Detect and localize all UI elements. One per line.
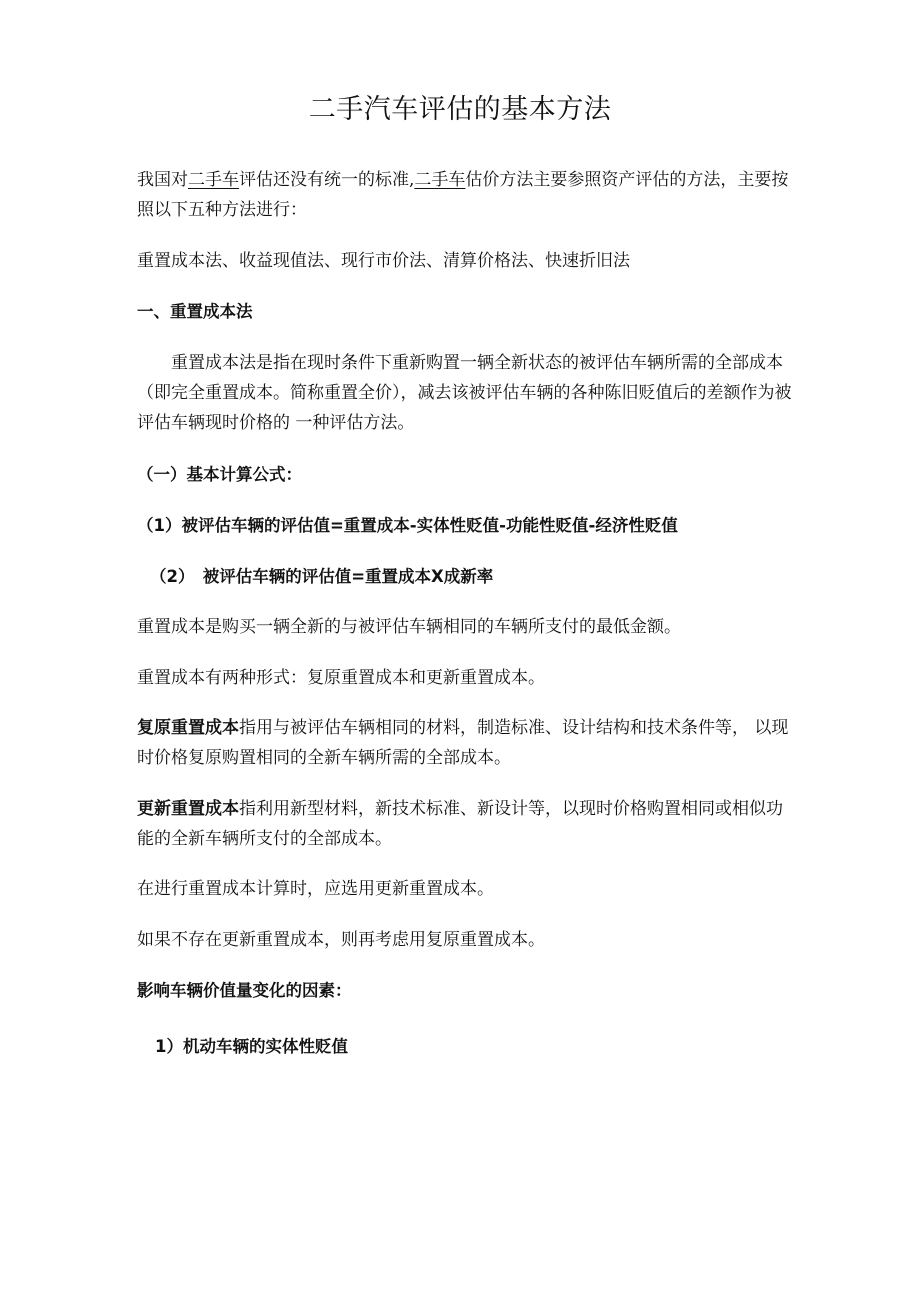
paragraph-choose: 在进行重置成本计算时，应选用更新重置成本。 — [137, 879, 494, 899]
paragraph-update-cost — [137, 794, 797, 854]
paragraph-forms: 重置成本有两种形式：复原重置成本和更新重置成本。 — [137, 668, 545, 688]
section1-heading: 一、重置成本法 — [137, 302, 253, 321]
methods-list: 重置成本法、收益现值法、现行市价法、清算价格法、快速折旧法 — [137, 251, 630, 271]
factor-1: 1）机动车辆的实体性贬值 — [155, 1037, 348, 1056]
paragraph-definition: 重置成本是购买一辆全新的与被评估车辆相同的车辆所支付的最低金额。 — [137, 617, 681, 637]
formula-2: （2） 被评估车辆的评估值=重置成本X成新率 — [150, 567, 494, 586]
intro-text-3: 估价方法主要参照资产评估的方法，主要按照以下五种方法进行： — [137, 170, 789, 220]
intro-text-2: 评估还没有统一的标准, — [239, 170, 415, 190]
restore-cost-term: 复原重置成本 — [137, 718, 239, 738]
used-car-link-1[interactable]: 二手车 — [188, 170, 239, 190]
intro-text-1: 我国对 — [137, 170, 188, 190]
update-cost-term: 更新重置成本 — [137, 799, 239, 819]
update-cost-text: 指利用新型材料，新技术标准、新设计等，以现时价格购置相同或相似功能的全新车辆所支付的全部成本。 — [137, 799, 783, 849]
formula-1: （1）被评估车辆的评估值=重置成本-实体性贬值-功能性贬值-经济性贬值 — [137, 516, 678, 535]
section1-body: 重置成本法是指在现时条件下重新购置一辆全新状态的被评估车辆所需的全部成本（即完全重置成本。简称重置全价），减去该被评估车辆的各种陈旧贬值后的差额作为被评估车辆现时价格的 一种评估方法。 — [137, 353, 792, 433]
factors-heading: 影响车辆价值量变化的因素： — [137, 981, 352, 1000]
used-car-link-2[interactable]: 二手车 — [414, 170, 466, 190]
restore-cost-text: 指用与被评估车辆相同的材料，制造标准、设计结构和技术条件等， 以现时价格复原购置相同的全新车辆所需的全部成本。 — [137, 718, 789, 768]
intro-paragraph — [137, 165, 797, 225]
subsection-heading: （一）基本计算公式： — [137, 465, 302, 484]
paragraph-restore-cost — [137, 713, 797, 773]
paragraph-fallback: 如果不存在更新重置成本，则再考虑用复原重置成本。 — [137, 930, 545, 950]
page-title: 二手汽车评估的基本方法 — [308, 94, 612, 125]
